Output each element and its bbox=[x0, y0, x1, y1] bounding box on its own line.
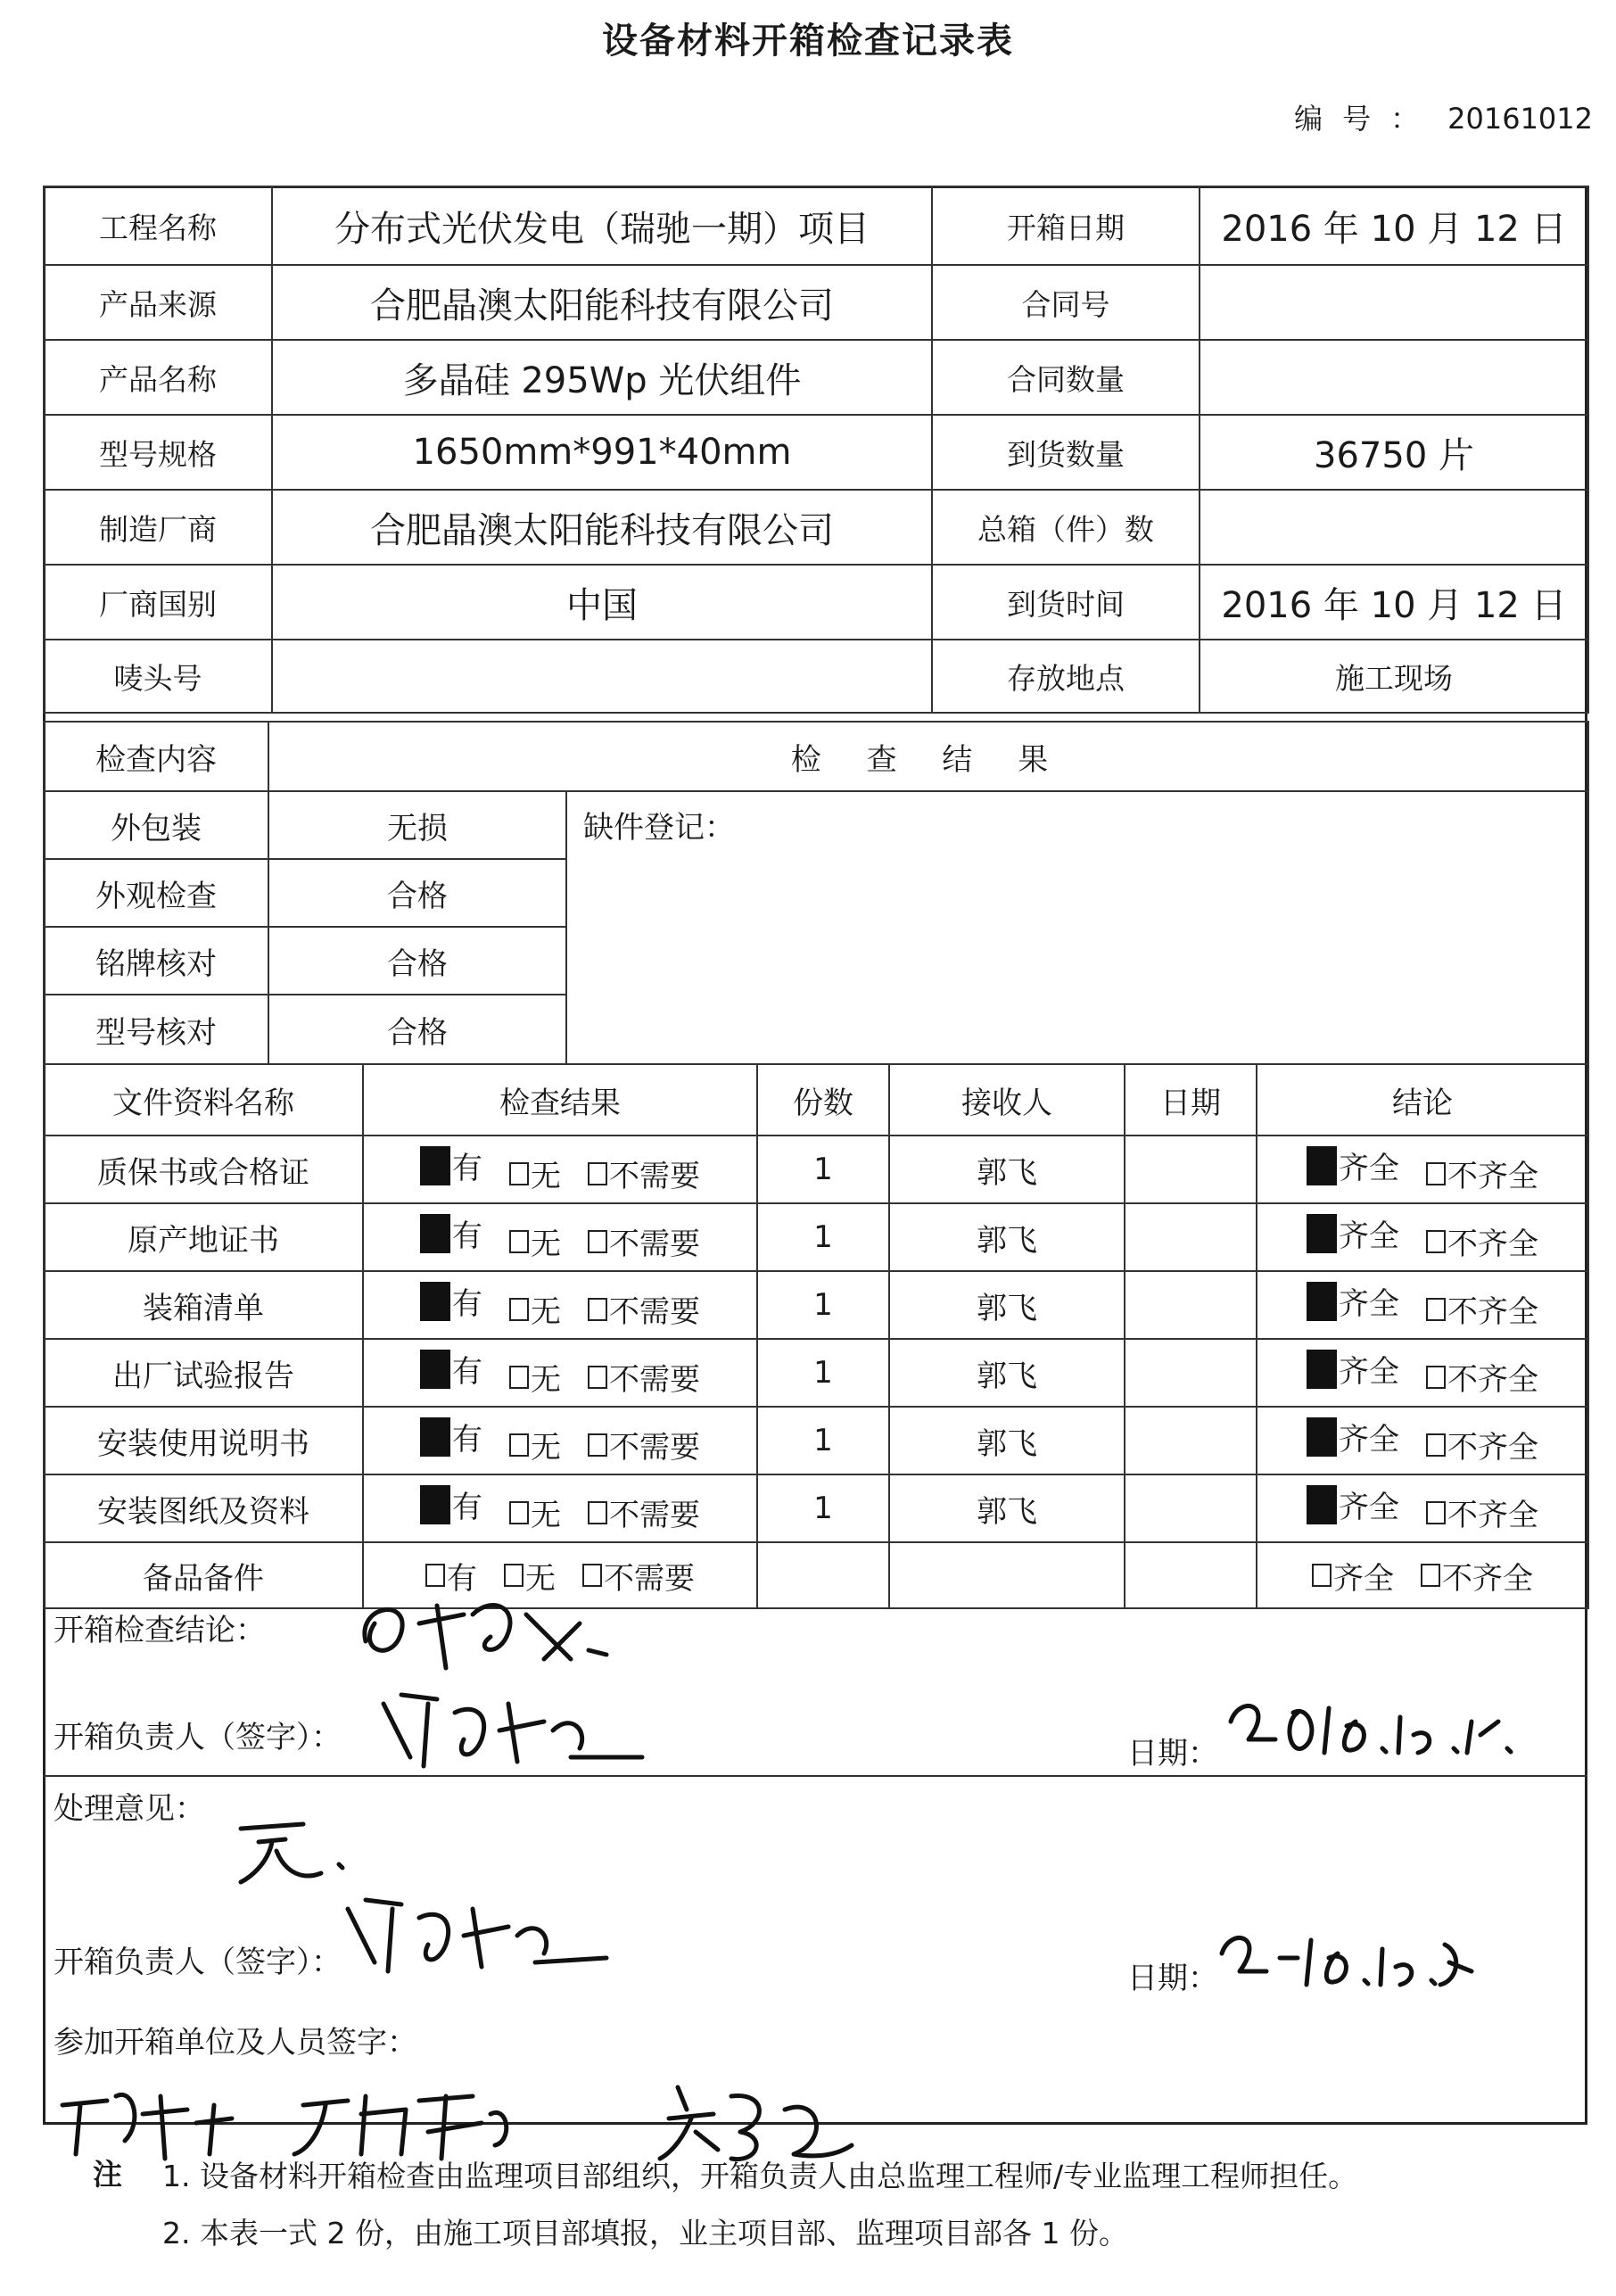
conclusion-option-complete[interactable] bbox=[1307, 1144, 1399, 1187]
checkbox-icon[interactable] bbox=[509, 1162, 529, 1185]
inspection-table bbox=[43, 721, 1589, 1065]
document-name: 安装图纸及资料 bbox=[44, 1474, 363, 1542]
inspection-item: 外观检查 bbox=[44, 859, 268, 927]
checkbox-icon[interactable] bbox=[420, 1282, 450, 1321]
checkbox-icon[interactable] bbox=[509, 1298, 529, 1321]
check-result-option-none[interactable] bbox=[509, 1152, 561, 1195]
info-row bbox=[44, 265, 1588, 340]
checkbox-label: 不齐全 bbox=[1447, 1294, 1538, 1330]
info-row bbox=[44, 490, 1588, 565]
inspection-result: 合格 bbox=[268, 995, 566, 1064]
document-name: 原产地证书 bbox=[44, 1203, 363, 1271]
check-result-option-have[interactable] bbox=[420, 1144, 482, 1187]
participants-label: 参加开箱单位及人员签字： bbox=[54, 2025, 417, 2061]
checkbox-label: 齐全 bbox=[1339, 1151, 1399, 1186]
checkbox-label: 无 bbox=[531, 1498, 561, 1533]
copies-value: 1 bbox=[757, 1474, 889, 1542]
checkbox-icon[interactable] bbox=[509, 1230, 529, 1253]
conclusion-option-complete[interactable] bbox=[1307, 1415, 1399, 1458]
checkbox-label: 不齐全 bbox=[1447, 1498, 1538, 1533]
checkbox-label: 有 bbox=[452, 1151, 482, 1186]
info-label: 到货数量 bbox=[932, 415, 1200, 490]
receiver-value: 郭飞 bbox=[889, 1203, 1125, 1271]
checkbox-icon[interactable] bbox=[420, 1417, 450, 1457]
info-label: 工程名称 bbox=[44, 186, 272, 265]
receiver-value bbox=[889, 1542, 1125, 1608]
conclusion-options bbox=[1257, 1542, 1588, 1608]
info-row bbox=[44, 640, 1588, 713]
check-result-option-have[interactable] bbox=[420, 1415, 482, 1458]
checkbox-label: 不需要 bbox=[609, 1498, 700, 1533]
checkbox-label: 无 bbox=[531, 1226, 561, 1262]
check-result-options bbox=[363, 1339, 757, 1407]
info-value: 合肥晶澳太阳能科技有限公司 bbox=[272, 490, 932, 565]
handling-opinion-label: 处理意见： bbox=[54, 1791, 205, 1827]
inspection-item: 外包装 bbox=[44, 791, 268, 859]
check-result-option-have[interactable] bbox=[420, 1211, 482, 1255]
checkbox-icon[interactable] bbox=[588, 1162, 607, 1185]
document-name: 质保书或合格证 bbox=[44, 1136, 363, 1203]
check-result-options bbox=[363, 1407, 757, 1474]
responsible-signature-label-2: 开箱负责人（签字）： bbox=[54, 1945, 342, 1980]
check-result-options bbox=[363, 1271, 757, 1339]
document-number-value: 20161012 bbox=[1447, 102, 1593, 136]
inspection-result: 合格 bbox=[268, 927, 566, 995]
receiver-value: 郭飞 bbox=[889, 1136, 1125, 1203]
info-value bbox=[1200, 340, 1588, 415]
info-table bbox=[43, 186, 1589, 714]
check-result-option-have[interactable] bbox=[420, 1347, 482, 1391]
checkbox-label: 齐全 bbox=[1339, 1218, 1399, 1254]
info-label: 合同数量 bbox=[932, 340, 1200, 415]
note-item: 1. 设备材料开箱检查由监理项目部组织，开箱负责人由总监理工程师/专业监理工程师担任。 bbox=[162, 2159, 1358, 2193]
checkbox-label: 无 bbox=[531, 1362, 561, 1398]
conclusion-option-incomplete[interactable] bbox=[1426, 1219, 1538, 1263]
checkbox-icon[interactable] bbox=[588, 1298, 607, 1321]
receiver-value: 郭飞 bbox=[889, 1339, 1125, 1407]
checkbox-icon[interactable] bbox=[588, 1230, 607, 1253]
missing-parts-cell bbox=[566, 791, 1588, 1064]
conclusion-option-complete[interactable] bbox=[1307, 1482, 1399, 1526]
document-row bbox=[44, 1542, 1588, 1608]
col-header-receiver: 接收人 bbox=[889, 1064, 1125, 1136]
conclusion-option-incomplete[interactable] bbox=[1426, 1287, 1538, 1331]
info-row bbox=[44, 415, 1588, 490]
notes-label: 注 bbox=[93, 2157, 122, 2192]
checkbox-icon[interactable] bbox=[588, 1501, 607, 1524]
inspection-item: 铭牌核对 bbox=[44, 927, 268, 995]
checkbox-icon[interactable] bbox=[425, 1564, 445, 1587]
inspection-header-row bbox=[44, 722, 1588, 791]
info-row bbox=[44, 565, 1588, 640]
checkbox-icon[interactable] bbox=[420, 1485, 450, 1524]
conclusion-options bbox=[1257, 1474, 1588, 1542]
info-row bbox=[44, 186, 1588, 265]
checkbox-icon[interactable] bbox=[1307, 1350, 1337, 1389]
copies-value bbox=[757, 1542, 889, 1608]
receiver-value: 郭飞 bbox=[889, 1474, 1125, 1542]
info-value: 2016 年 10 月 12 日 bbox=[1200, 565, 1588, 640]
receiver-value: 郭飞 bbox=[889, 1271, 1125, 1339]
checkbox-label: 无 bbox=[525, 1560, 556, 1597]
document-row bbox=[44, 1474, 1588, 1542]
section-divider bbox=[43, 1775, 1587, 1777]
checkbox-icon[interactable] bbox=[504, 1564, 524, 1587]
checkbox-label: 有 bbox=[452, 1422, 482, 1458]
checkbox-label: 无 bbox=[531, 1294, 561, 1330]
check-content-label: 检查内容 bbox=[44, 722, 268, 791]
date-label: 日期： bbox=[1127, 1736, 1218, 1772]
conclusion-option-complete[interactable] bbox=[1307, 1211, 1399, 1255]
check-result-option-not_needed[interactable] bbox=[588, 1355, 700, 1399]
checkbox-label: 不齐全 bbox=[1447, 1226, 1538, 1262]
checkbox-icon[interactable] bbox=[1307, 1417, 1337, 1457]
date-value bbox=[1125, 1136, 1257, 1203]
checkbox-label: 有 bbox=[452, 1490, 482, 1525]
checkbox-label: 不齐全 bbox=[1447, 1430, 1538, 1466]
info-value: 1650mm*991*40mm bbox=[272, 415, 932, 490]
conclusion-option-incomplete[interactable] bbox=[1421, 1554, 1533, 1598]
checkbox-label: 有 bbox=[447, 1560, 477, 1597]
checkbox-label: 不需要 bbox=[609, 1294, 700, 1330]
info-label: 唛头号 bbox=[44, 640, 272, 713]
checkbox-label: 齐全 bbox=[1339, 1422, 1399, 1458]
copies-value: 1 bbox=[757, 1339, 889, 1407]
conclusion-option-incomplete[interactable] bbox=[1426, 1152, 1538, 1195]
handwritten-responsible-signature bbox=[375, 1677, 660, 1775]
conclusion-option-complete[interactable] bbox=[1312, 1554, 1394, 1598]
col-header-check-result: 检查结果 bbox=[363, 1064, 757, 1136]
info-value bbox=[1200, 265, 1588, 340]
info-label: 制造厂商 bbox=[44, 490, 272, 565]
checkbox-icon[interactable] bbox=[588, 1366, 607, 1389]
info-label: 开箱日期 bbox=[932, 186, 1200, 265]
checkbox-label: 不需要 bbox=[609, 1159, 700, 1194]
checkbox-label: 不齐全 bbox=[1447, 1159, 1538, 1194]
conclusion-option-complete[interactable] bbox=[1307, 1347, 1399, 1391]
date-value bbox=[1125, 1203, 1257, 1271]
handwritten-conclusion-signature bbox=[339, 1588, 624, 1686]
document-number-label: 编号： bbox=[1294, 102, 1439, 136]
checkbox-icon[interactable] bbox=[1426, 1433, 1446, 1457]
checkbox-label: 无 bbox=[531, 1159, 561, 1194]
checkbox-icon[interactable] bbox=[420, 1146, 450, 1185]
receiver-value: 郭飞 bbox=[889, 1407, 1125, 1474]
missing-parts-label: 缺件登记： bbox=[583, 810, 735, 846]
checkbox-icon[interactable] bbox=[588, 1433, 607, 1457]
info-value: 施工现场 bbox=[1200, 640, 1588, 713]
conclusion-option-incomplete[interactable] bbox=[1426, 1491, 1538, 1534]
checkbox-label: 齐全 bbox=[1333, 1560, 1394, 1597]
conclusion-option-complete[interactable] bbox=[1307, 1279, 1399, 1323]
checkbox-label: 无 bbox=[531, 1430, 561, 1466]
info-value: 2016 年 10 月 12 日 bbox=[1200, 186, 1588, 265]
checkbox-icon[interactable] bbox=[1426, 1501, 1446, 1524]
check-result-option-none[interactable] bbox=[509, 1355, 561, 1399]
conclusion-options bbox=[1257, 1271, 1588, 1339]
check-result-option-none[interactable] bbox=[509, 1491, 561, 1534]
date-label-2: 日期： bbox=[1127, 1961, 1218, 1996]
check-result-option-not_needed[interactable] bbox=[588, 1287, 700, 1331]
checkbox-icon[interactable] bbox=[582, 1564, 602, 1587]
info-label: 存放地点 bbox=[932, 640, 1200, 713]
check-result-option-not_needed[interactable] bbox=[588, 1152, 700, 1195]
check-result-option-have[interactable] bbox=[420, 1279, 482, 1323]
checkbox-icon[interactable] bbox=[1426, 1162, 1446, 1185]
info-label: 厂商国别 bbox=[44, 565, 272, 640]
info-value: 合肥晶澳太阳能科技有限公司 bbox=[272, 265, 932, 340]
document-row bbox=[44, 1136, 1588, 1203]
copies-value: 1 bbox=[757, 1136, 889, 1203]
checkbox-icon[interactable] bbox=[1312, 1564, 1332, 1587]
info-label: 合同号 bbox=[932, 265, 1200, 340]
note-item: 2. 本表一式 2 份，由施工项目部填报，业主项目部、监理项目部各 1 份。 bbox=[162, 2216, 1128, 2251]
document-name: 备品备件 bbox=[44, 1542, 363, 1608]
checkbox-label: 齐全 bbox=[1339, 1354, 1399, 1390]
checkbox-label: 齐全 bbox=[1339, 1286, 1399, 1322]
date-value bbox=[1125, 1542, 1257, 1608]
check-result-option-not_needed[interactable] bbox=[588, 1219, 700, 1263]
info-label: 总箱（件）数 bbox=[932, 490, 1200, 565]
info-label: 产品名称 bbox=[44, 340, 272, 415]
copies-value: 1 bbox=[757, 1407, 889, 1474]
info-value bbox=[272, 640, 932, 713]
checkbox-label: 不齐全 bbox=[1447, 1362, 1538, 1398]
responsible-signature-label: 开箱负责人（签字）： bbox=[54, 1720, 342, 1755]
check-result-options bbox=[363, 1136, 757, 1203]
document-number bbox=[1294, 96, 1593, 137]
handwritten-date-1 bbox=[1222, 1686, 1525, 1766]
document-name: 出厂试验报告 bbox=[44, 1339, 363, 1407]
document-name: 安装使用说明书 bbox=[44, 1407, 363, 1474]
inspection-result: 合格 bbox=[268, 859, 566, 927]
date-value bbox=[1125, 1407, 1257, 1474]
checkbox-icon[interactable] bbox=[1426, 1298, 1446, 1321]
form-title: 设备材料开箱检查记录表 bbox=[602, 21, 1014, 62]
document-row bbox=[44, 1203, 1588, 1271]
inspection-row bbox=[44, 791, 1588, 859]
conclusion-options bbox=[1257, 1339, 1588, 1407]
checkbox-label: 不需要 bbox=[609, 1430, 700, 1466]
copies-value: 1 bbox=[757, 1271, 889, 1339]
checkbox-icon[interactable] bbox=[509, 1501, 529, 1524]
conclusion-options bbox=[1257, 1203, 1588, 1271]
check-result-option-not_needed[interactable] bbox=[588, 1491, 700, 1534]
inspection-conclusion-label: 开箱检查结论： bbox=[54, 1613, 266, 1648]
check-result-option-none[interactable] bbox=[509, 1423, 561, 1466]
info-value: 多晶硅 295Wp 光伏组件 bbox=[272, 340, 932, 415]
checkbox-label: 齐全 bbox=[1339, 1490, 1399, 1525]
handwritten-date-2 bbox=[1213, 1918, 1480, 1998]
info-value: 中国 bbox=[272, 565, 932, 640]
checkbox-label: 有 bbox=[452, 1286, 482, 1322]
check-result-option-have[interactable] bbox=[420, 1482, 482, 1526]
checkbox-icon[interactable] bbox=[1307, 1214, 1337, 1253]
info-value bbox=[1200, 490, 1588, 565]
checkbox-icon[interactable] bbox=[1421, 1564, 1440, 1587]
checkbox-icon[interactable] bbox=[1307, 1282, 1337, 1321]
checkbox-label: 不需要 bbox=[604, 1560, 695, 1597]
check-result-options bbox=[363, 1203, 757, 1271]
document-row bbox=[44, 1271, 1588, 1339]
check-result-options bbox=[363, 1474, 757, 1542]
checkbox-icon[interactable] bbox=[420, 1350, 450, 1389]
check-result-option-none[interactable] bbox=[509, 1287, 561, 1331]
checkbox-icon[interactable] bbox=[1426, 1366, 1446, 1389]
checkbox-label: 不需要 bbox=[609, 1362, 700, 1398]
document-row bbox=[44, 1339, 1588, 1407]
checkbox-label: 不齐全 bbox=[1442, 1560, 1533, 1597]
checkbox-label: 有 bbox=[452, 1354, 482, 1390]
date-value bbox=[1125, 1339, 1257, 1407]
info-label: 产品来源 bbox=[44, 265, 272, 340]
copies-value: 1 bbox=[757, 1203, 889, 1271]
date-value bbox=[1125, 1271, 1257, 1339]
documents-table bbox=[43, 1063, 1589, 1609]
check-result-option-none[interactable] bbox=[509, 1219, 561, 1263]
info-label: 到货时间 bbox=[932, 565, 1200, 640]
inspection-result: 无损 bbox=[268, 791, 566, 859]
conclusion-option-incomplete[interactable] bbox=[1426, 1355, 1538, 1399]
check-result-option-not_needed[interactable] bbox=[588, 1423, 700, 1466]
document-name: 装箱清单 bbox=[44, 1271, 363, 1339]
date-value bbox=[1125, 1474, 1257, 1542]
document-row bbox=[44, 1407, 1588, 1474]
checkbox-icon[interactable] bbox=[1307, 1485, 1337, 1524]
conclusion-option-incomplete[interactable] bbox=[1426, 1423, 1538, 1466]
checkbox-icon[interactable] bbox=[1307, 1146, 1337, 1185]
handwritten-handling-opinion bbox=[223, 1802, 366, 1891]
conclusion-options bbox=[1257, 1136, 1588, 1203]
checkbox-icon[interactable] bbox=[509, 1433, 529, 1457]
checkbox-label: 不需要 bbox=[609, 1226, 700, 1262]
checkbox-icon[interactable] bbox=[1426, 1230, 1446, 1253]
conclusion-options bbox=[1257, 1407, 1588, 1474]
checkbox-icon[interactable] bbox=[509, 1366, 529, 1389]
info-label: 型号规格 bbox=[44, 415, 272, 490]
handwritten-responsible-signature-2 bbox=[339, 1882, 624, 1980]
checkbox-label: 有 bbox=[452, 1218, 482, 1254]
checkbox-icon[interactable] bbox=[420, 1214, 450, 1253]
col-header-conclusion: 结论 bbox=[1257, 1064, 1588, 1136]
info-row bbox=[44, 340, 1588, 415]
documents-header-row bbox=[44, 1064, 1588, 1136]
info-value: 分布式光伏发电（瑞驰一期）项目 bbox=[272, 186, 932, 265]
inspection-item: 型号核对 bbox=[44, 995, 268, 1064]
col-header-doc-name: 文件资料名称 bbox=[44, 1064, 363, 1136]
check-result-label: 检 查 结 果 bbox=[268, 722, 1588, 791]
col-header-copies: 份数 bbox=[757, 1064, 889, 1136]
col-header-date: 日期 bbox=[1125, 1064, 1257, 1136]
info-value: 36750 片 bbox=[1200, 415, 1588, 490]
